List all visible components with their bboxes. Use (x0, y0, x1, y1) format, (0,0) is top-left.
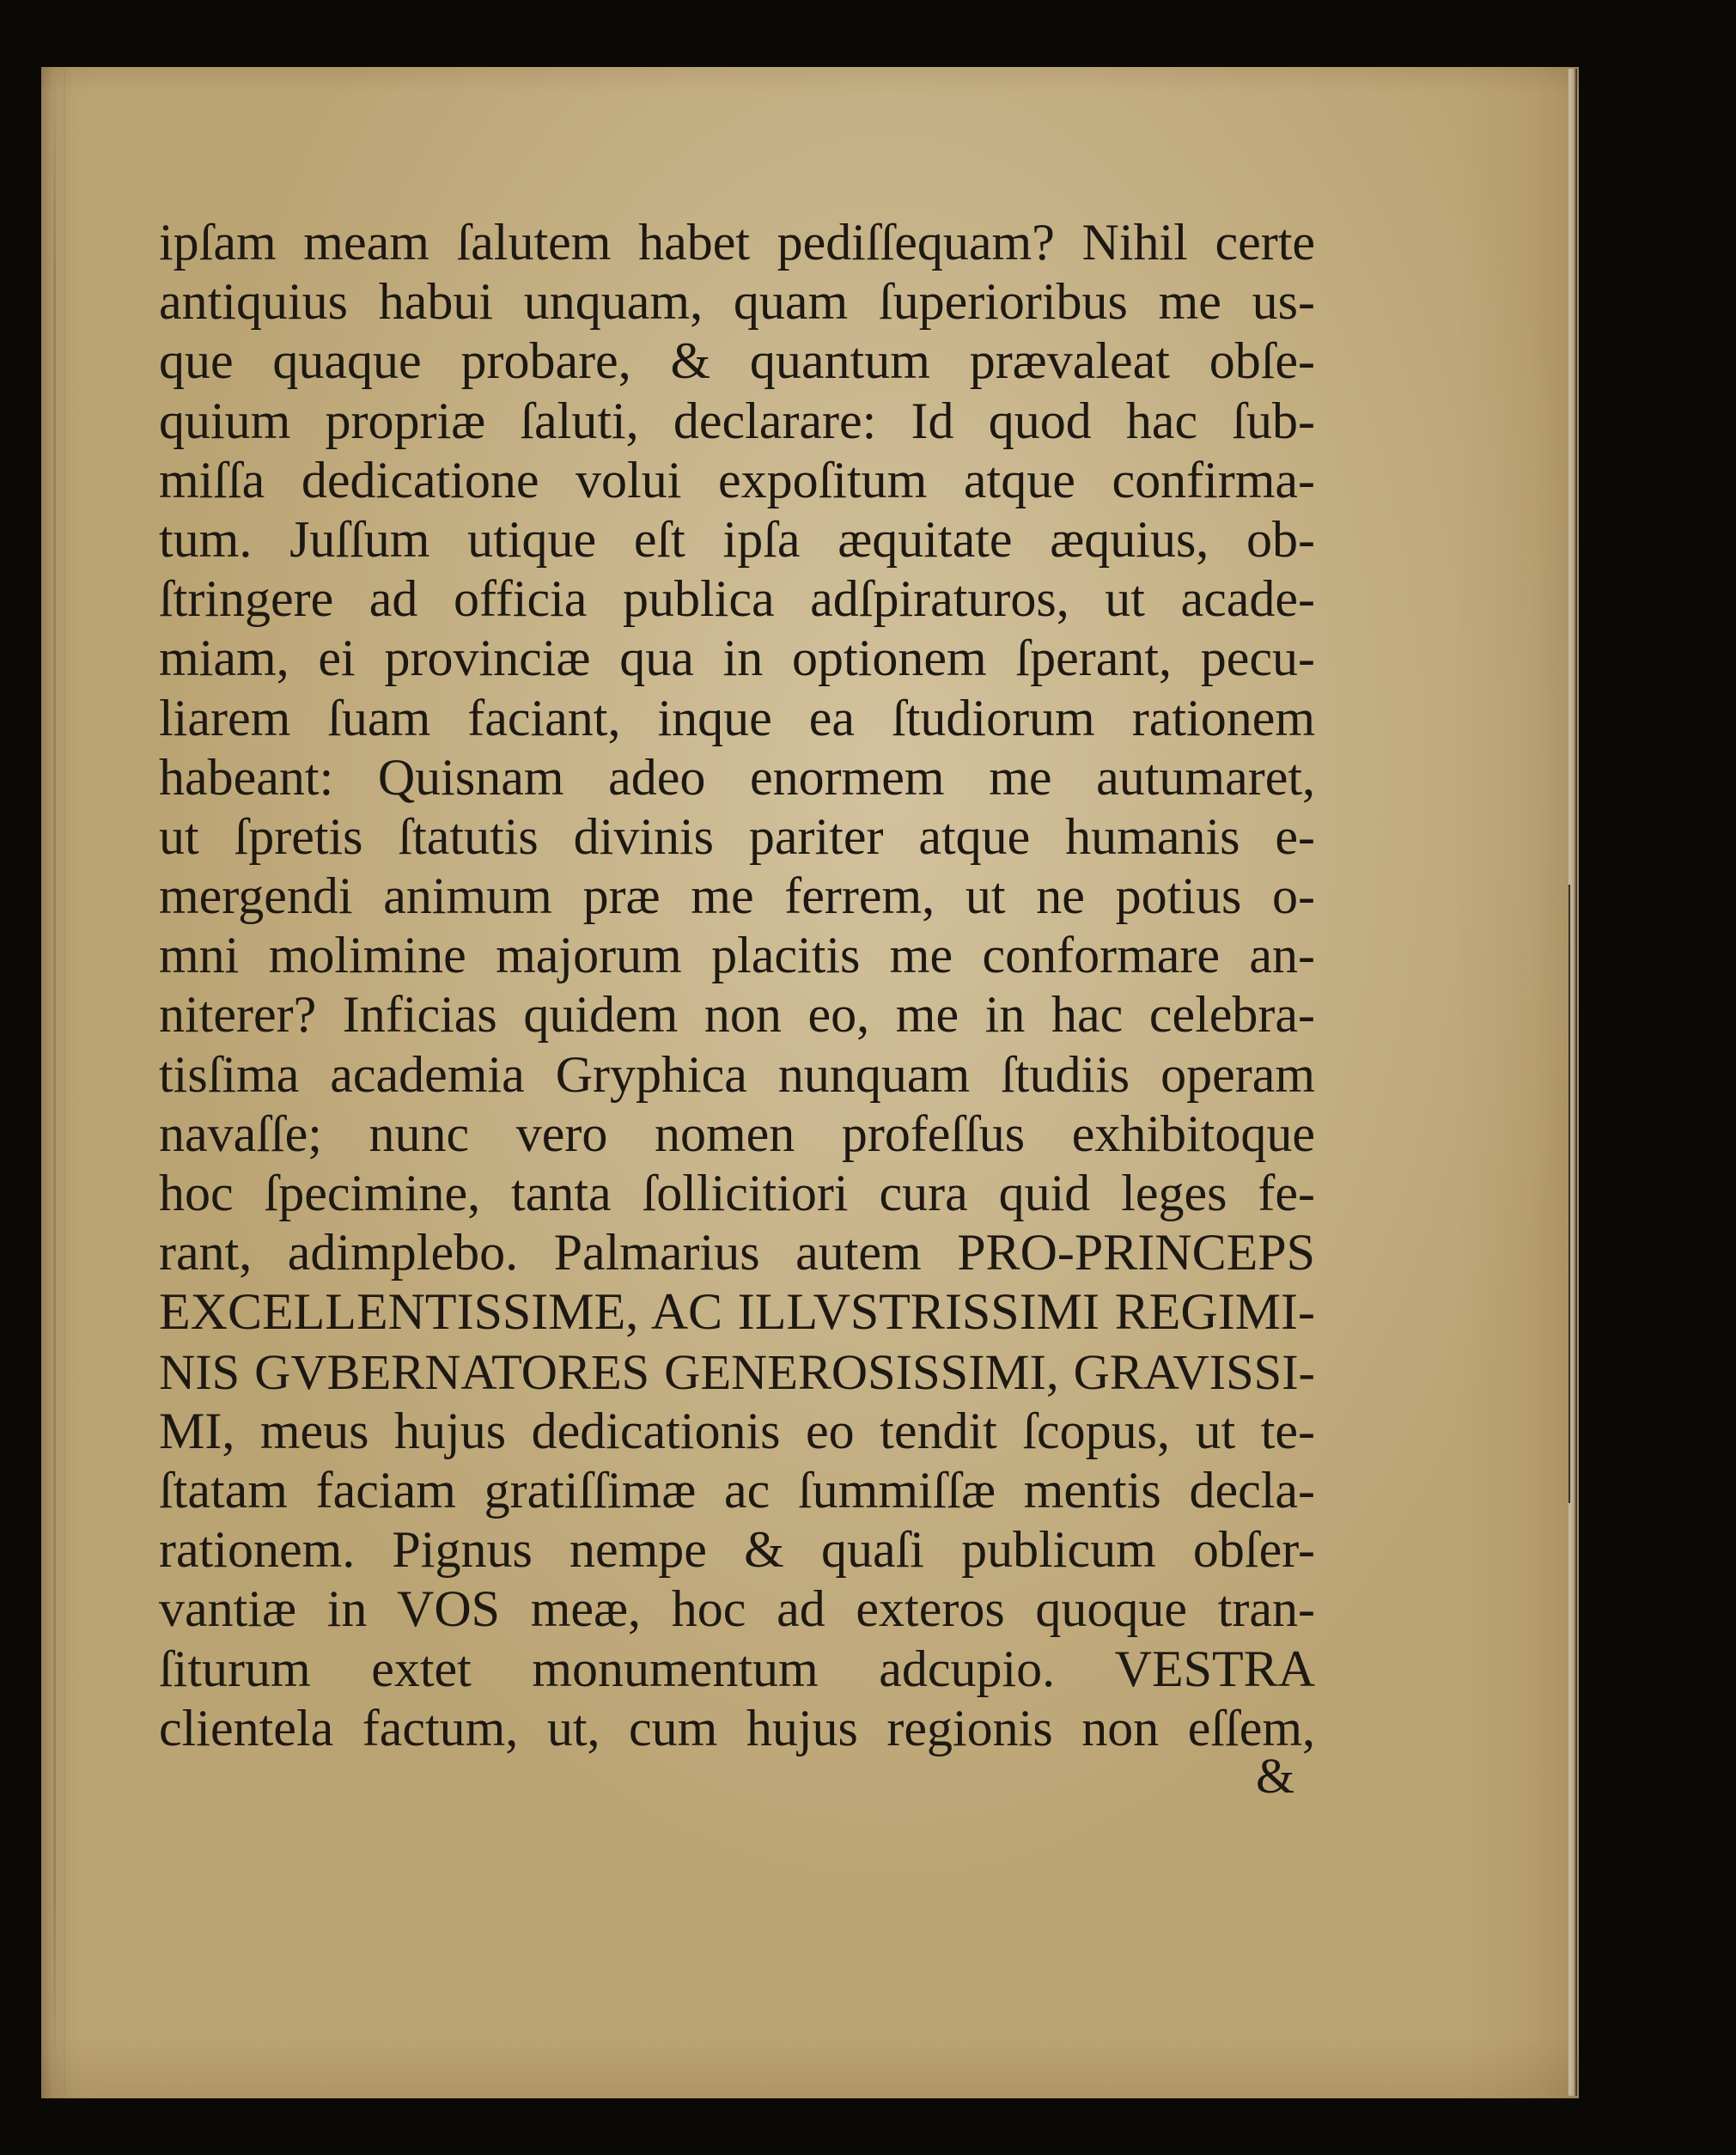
text-line: clientela factum, ut, cum hujus regionis non eſſem, (159, 1699, 1315, 1756)
text-line: habeant: Quisnam adeo enormem me autumaret, (159, 748, 1315, 806)
text-line: navaſſe; nunc vero nomen profeſſus exhibitoque (159, 1105, 1315, 1162)
text-line: ſtringere ad officia publica adſpiraturos, ut acade- (159, 570, 1315, 628)
text-line: ipſam meam ſalutem habet pediſſequam? Nihil certe (159, 214, 1315, 271)
text-line: hoc ſpecimine, tanta ſollicitiori cura quid leges fe- (159, 1165, 1315, 1221)
text-line: antiquius habui unquam, quam ſuperioribus me us- (159, 273, 1315, 331)
text-line: liarem ſuam faciant, inque ea ſtudiorum rationem (159, 689, 1315, 746)
text-line: tisſima academia Gryphica nunquam ſtudiis operam (159, 1045, 1315, 1103)
text-line: mni molimine majorum placitis me conformare an- (159, 927, 1315, 984)
text-line: niterer? Inficias quidem non eo, me in hac celebra- (159, 986, 1315, 1044)
page-gutter-line (64, 69, 65, 2096)
text-line: ut ſpretis ſtatutis divinis pariter atque humanis e- (159, 807, 1315, 865)
text-line: NIS GVBERNATORES GENEROSISSIMI, GRAVISSI- (159, 1343, 1315, 1400)
text-line: tum. Juſſum utique eſt ipſa æquitate æquius, ob- (159, 510, 1315, 568)
text-line: miam, ei provinciæ qua in optionem ſperant, pecu- (159, 630, 1315, 687)
catchword: & (1256, 1748, 1295, 1804)
text-line: vantiæ in VOS meæ, hoc ad exteros quoque tran- (159, 1580, 1315, 1638)
text-line: EXCELLENTISSIME, AC ILLVSTRISSIMI REGIMI- (159, 1283, 1315, 1341)
text-line: ſiturum extet monumentum adcupio. VESTRA (159, 1640, 1315, 1697)
text-line: mergendi animum præ me ferrem, ut ne potius o- (159, 867, 1315, 925)
text-line: quium propriæ ſaluti, declarare: Id quod hac ſub- (159, 392, 1315, 449)
text-line: ſtatam faciam gratiſſimæ ac ſummiſſæ mentis decla- (159, 1461, 1315, 1519)
text-line: MI, meus hujus dedicationis eo tendit ſcopus, ut te- (159, 1402, 1315, 1459)
page-gutter-shadow (53, 69, 56, 2096)
text-line: miſſa dedicatione volui expoſitum atque confirma- (159, 451, 1315, 508)
text-line: rant, adimplebo. Palmarius autem PRO-PRINCEPS (159, 1224, 1315, 1281)
text-line: que quaque probare, & quantum prævaleat obſe- (159, 332, 1315, 390)
text-line: rationem. Pignus nempe & quaſi publicum obſer- (159, 1521, 1315, 1579)
page-text (159, 213, 1315, 1758)
page-edge-mark (1568, 885, 1570, 1503)
